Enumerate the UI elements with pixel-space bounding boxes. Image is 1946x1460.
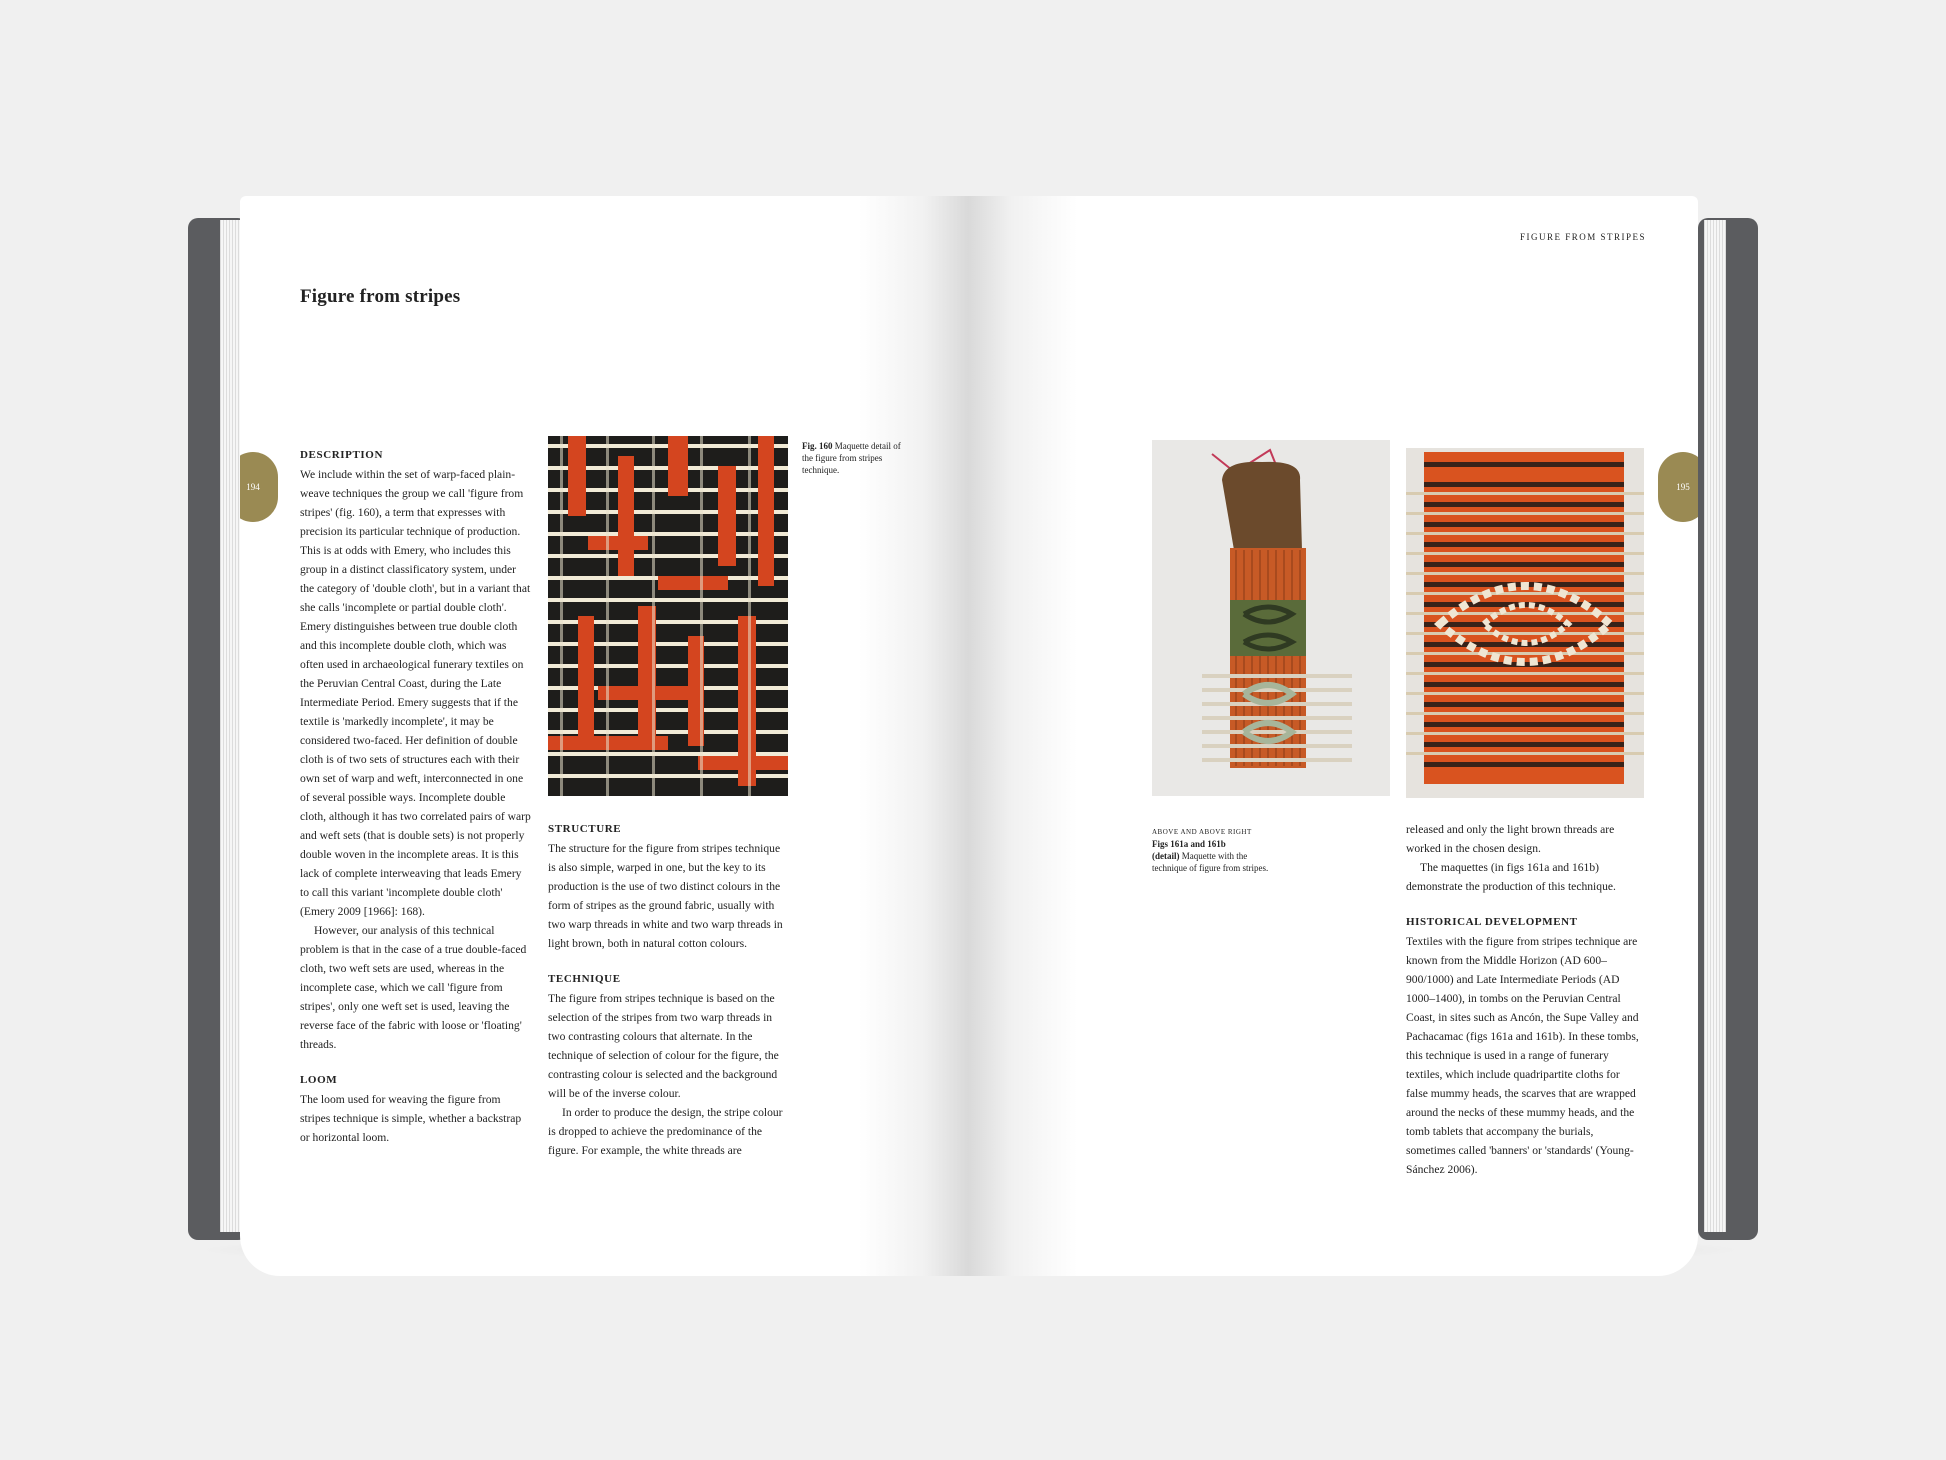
page-number-badge: 195 [1658,452,1698,522]
paragraph: Textiles with the figure from stripes technique are known from the Middle Horizon (AD 600–900/1000) and Late Intermediate Periods (AD 1000–1400), in tombs on the Peruvian Central Coast, in sites such as Ancón, the Supe Valley and Pachacamac (figs 161a and 161b). In these tombs, this technique is used in a range of funerary textiles, which include quadripartite cloths for false mummy heads, the scarves that are wrapped around the necks of these mummy heads, and the tomb tablets that accompany the burials, sometimes called 'banners' or 'standards' (Young-Sánchez 2006). [1406,935,1639,1176]
figure-number: Figs 161a and 161b [1152,839,1226,849]
heading-loom: LOOM [300,1074,338,1086]
running-head: FIGURE FROM STRIPES [1520,232,1647,242]
paragraph: We include within the set of warp-faced plain-weave techniques the group we call 'figure from stripes' (fig. 160), a term that expresses with precision its particular technique of production. This is at odds with Emery, who includes this group in a distinct classificatory system, under the category of 'double cloth', but in a variant that she calls 'incomplete or partial double cloth'. Emery distinguishes between true double cloth and this incomplete double cloth, which was often used in archaeological funerary textiles on the Peruvian Central Coast, during the Late Intermediate Period. Emery suggests that if the textile is 'markedly incomplete', it may be considered two-faced. Her definition of double cloth is of two sets of structures each with their own set of warp and weft, interconnected in one of several possible ways. Incomplete double cloth, although it has two correlated pairs of warp and weft sets (that is double sets) is not properly double woven in the incomplete areas. It is this lack of complete interweaving that leads Emery to call this variant 'incomplete double cloth' (Emery 2009 [1966]: 168). [300,468,531,918]
page-title: Figure from stripes [300,286,461,307]
caption-text: Maquette with the technique of figure from stripes. [1152,851,1269,873]
heading-structure: STRUCTURE [548,823,622,835]
page-number-badge: 194 [240,452,278,522]
paragraph: The loom used for weaving the figure from stripes technique is simple, whether a backstrap or horizontal loom. [300,1093,522,1144]
textile-pattern-image [548,436,788,796]
right-page [968,196,1698,1276]
textile-bag-image [1152,440,1390,796]
caption-kicker: ABOVE AND ABOVE RIGHT [1152,828,1252,836]
figure-161-caption [1152,826,1272,874]
page-edges-left [220,220,242,1232]
paragraph: The maquettes (in figs 161a and 161b) demonstrate the production of this technique. [1406,861,1616,893]
heading-technique: TECHNIQUE [548,973,621,985]
paragraph: In order to produce the design, the stripe colour is dropped to achieve the predominance of the figure. For example, the white threads are [548,1106,783,1157]
text-column-3 [1406,820,1642,1179]
textile-diamond-image [1406,448,1644,798]
paragraph: The structure for the figure from stripes technique is also simple, warped in one, but the key to its production is the use of two distinct colours in the form of stripes as the ground fabric, usually with two warp threads in white and two warp threads in light brown, both in natural cotton colours. [548,842,783,950]
figure-160-photo [548,436,788,796]
figure-160-caption [802,440,906,476]
paragraph: However, our analysis of this technical problem is that in the case of a true double-faced cloth, two weft sets are used, whereas in the incomplete case, which we call 'figure from stripes', only one weft set is used, leaving the reverse face of the fabric with loose or 'floating' threads. [300,924,527,1051]
caption-detail: (detail) [1152,851,1180,861]
figure-161a-photo [1152,440,1390,796]
figure-number: Fig. 160 [802,441,833,451]
page-edges-right [1704,220,1726,1232]
left-page [240,196,968,1276]
paragraph: released and only the light brown threads are worked in the chosen design. [1406,823,1615,855]
caption-text: Maquette detail of the figure from stripes technique. [802,441,901,475]
text-column-1 [300,446,532,1147]
paragraph: The figure from stripes technique is based on the selection of the stripes from two warp threads in two contrasting colours that alternate. In the technique of selection of colour for the figure, the contrasting colour is selected and the background will be of the inverse colour. [548,992,779,1100]
heading-historical-development: HISTORICAL DEVELOPMENT [1406,916,1578,928]
text-column-2 [548,820,788,1160]
figure-161b-photo [1406,448,1644,798]
heading-description: DESCRIPTION [300,449,384,461]
